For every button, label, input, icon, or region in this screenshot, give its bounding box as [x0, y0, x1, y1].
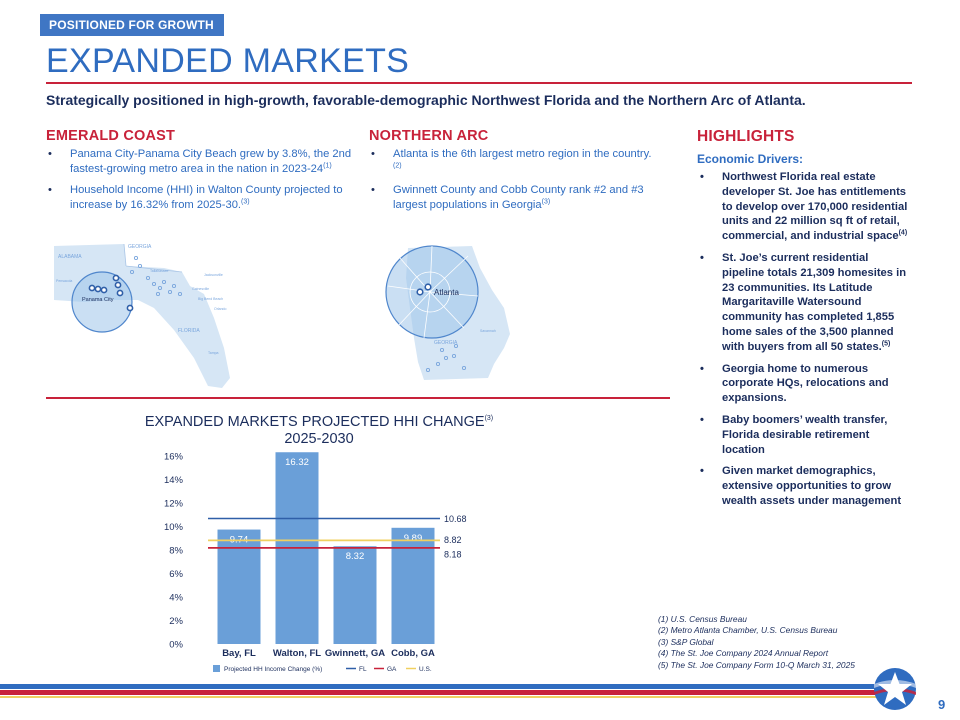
bar-value-label: 9.74	[229, 534, 249, 546]
map-label-georgia: GEORGIA	[434, 340, 458, 346]
page-subtitle: Strategically positioned in high-growth, favorable-demographic Northwest Florida and the Northern Arc of Atlanta.	[46, 92, 806, 108]
x-tick-label: Cobb, GA	[391, 648, 435, 659]
map-label-alabama: ALABAMA	[58, 254, 82, 260]
northern-arc-bullets	[369, 147, 659, 219]
legend-label: FL	[359, 666, 367, 673]
legend-label: U.S.	[419, 666, 432, 673]
hhi-bar-chart	[150, 448, 480, 680]
page-number: 9	[938, 697, 946, 712]
footnotes	[658, 614, 855, 671]
map-label-city: Atlanta	[434, 288, 459, 297]
map-label-place: Gainesville	[192, 287, 210, 291]
reference-line-label: 8.82	[444, 534, 462, 545]
bar-value-label: 9.89	[403, 532, 423, 544]
footnote: (2) Metro Atlanta Chamber, U.S. Census Bureau	[658, 625, 838, 636]
y-tick-label: 2%	[169, 616, 183, 627]
map-label-georgia: GEORGIA	[128, 244, 152, 250]
footnote: (4) The St. Joe Company 2024 Annual Report	[658, 648, 829, 659]
y-tick-label: 0%	[169, 639, 183, 651]
list-item: • Gwinnett County and Cobb County rank #2 and #3 largest populations in Georgia$^{(3)}$	[369, 183, 659, 213]
chart-legend	[213, 665, 432, 673]
x-tick-label: Bay, FL	[222, 648, 256, 659]
footer-stripe-blue	[0, 684, 880, 689]
reference-line-label: 10.68	[444, 514, 467, 525]
emerald-coast-bullets	[46, 147, 356, 219]
bar-value-label: 8.32	[345, 551, 365, 563]
map-label-place: Tallahassee	[150, 269, 169, 273]
map-label-city: Panama City	[82, 297, 114, 303]
footer-stripe-red	[0, 690, 880, 695]
company-star-logo	[872, 666, 918, 712]
list-item: • Atlanta is the 6th largest metro region in the country.$^{(2)}$	[369, 147, 659, 177]
y-tick-label: 4%	[169, 592, 183, 604]
legend-label: Projected HH Income Change (%)	[224, 666, 323, 673]
list-item: • Georgia home to numerous corporate HQs, relocations and expansions.	[697, 362, 912, 406]
list-item: • Given market demographics, extensive opportunities to grow wealth assets under management	[697, 464, 912, 508]
map-label-florida: FLORIDA	[178, 328, 200, 334]
map-label-place: Pensacola	[56, 279, 73, 283]
bar	[392, 528, 435, 644]
y-tick-label: 14%	[163, 475, 183, 486]
northern-arc-map	[384, 238, 524, 388]
economic-drivers-label: Economic Drivers:	[697, 152, 804, 166]
map-label-place: Orlando	[214, 307, 227, 311]
highlights-list	[697, 170, 912, 516]
list-item: • Household Income (HHI) in Walton County projected to increase by 16.32% from 2025-30.$^{(3)}$	[46, 183, 356, 213]
footnote: (1) U.S. Census Bureau	[658, 614, 747, 624]
y-tick-label: 8%	[169, 545, 183, 557]
legend-label: GA	[387, 666, 397, 673]
footnote: (5) The St. Joe Company Form 10-Q March 31, 2025	[658, 659, 855, 670]
map-label-place: Big Bend Beach	[198, 297, 224, 301]
reference-line-label: 8.18	[444, 549, 462, 560]
title-divider	[46, 82, 912, 84]
y-tick-label: 10%	[163, 522, 183, 533]
emerald-coast-heading: EMERALD COAST	[46, 128, 176, 144]
y-tick-label: 6%	[169, 569, 183, 580]
map-label-place: Savannah	[480, 329, 496, 333]
map-label-place: Tampa	[208, 351, 219, 355]
x-tick-label: Gwinnett, GA	[324, 648, 386, 659]
list-item: • Baby boomers’ wealth transfer, Florida desirable retirement location	[697, 413, 912, 457]
footer-stripe-yellow	[0, 696, 880, 698]
bar	[218, 530, 261, 644]
legend-swatch	[213, 665, 220, 672]
x-axis	[222, 648, 435, 659]
list-item: • Northwest Florida real estate developer St. Joe has entitlements to develop over 170,000 residential units and 22 million sq ft of retail, commercial, and industrial space$^{(4)}$	[697, 170, 912, 244]
y-tick-label: 12%	[163, 498, 183, 510]
map-label-place: Jacksonville	[204, 273, 223, 277]
bar-value-label: 16.32	[285, 457, 309, 469]
section-divider	[46, 397, 670, 399]
chart-title: EXPANDED MARKETS PROJECTED HHI CHANGE$^{(3)}$ 2025-2030	[144, 414, 494, 447]
highlights-heading: HIGHLIGHTS	[697, 128, 795, 145]
northern-arc-heading: NORTHERN ARC	[369, 128, 489, 144]
x-tick-label: Walton, FL	[272, 648, 322, 659]
emerald-coast-map	[54, 238, 254, 390]
y-axis	[164, 452, 184, 651]
list-item: • Panama City-Panama City Beach grew by 3.8%, the 2nd fastest-growing metro area in the nation in 2023-24$^{(1)}$	[46, 147, 356, 177]
section-tag: POSITIONED FOR GROWTH	[40, 14, 224, 36]
list-item: • St. Joe’s current residential pipeline totals 21,309 homesites in 23 communities. Its Latitude Margaritaville Watersound community has completed 1,855 home sales of the 3,500 planned with buyers from all 50 states.$^{(5)}$	[697, 251, 912, 355]
page-title: EXPANDED MARKETS	[46, 42, 410, 80]
y-tick-label: 16%	[163, 451, 183, 463]
footnote: (3) S&P Global	[658, 636, 714, 647]
